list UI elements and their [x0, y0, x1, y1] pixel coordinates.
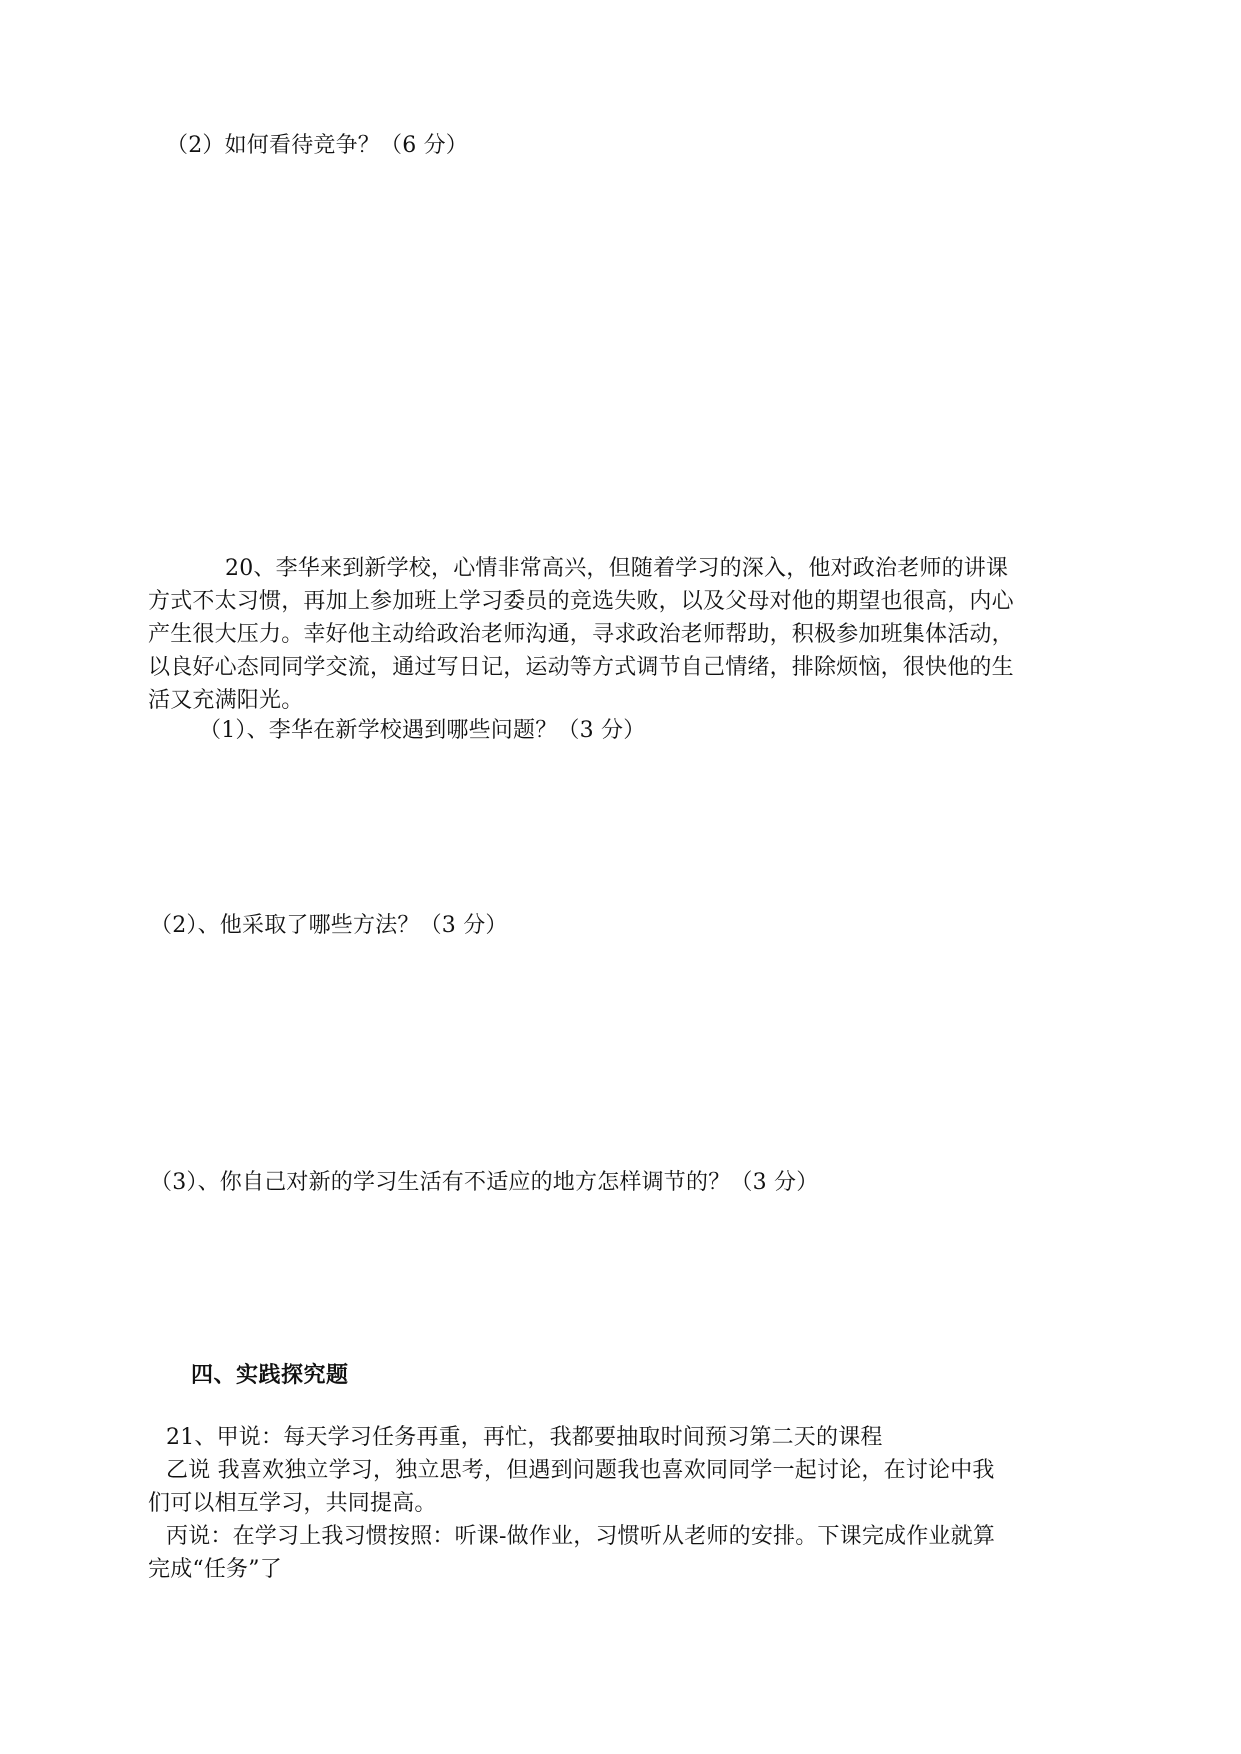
question-21-line-2: 乙说 我喜欢独立学习，独立思考，但遇到问题我也喜欢同同学一起讨论，在讨论中我 [166, 1458, 995, 1483]
question-20-subquestion-2: （2）、他采取了哪些方法？（3 分） [150, 913, 508, 938]
question-19-part-2: （2）如何看待竞争？（6 分） [166, 133, 468, 158]
question-20-line-5: 活又充满阳光。 [148, 688, 304, 713]
question-20-subquestion-3: （3）、你自己对新的学习生活有不适应的地方怎样调节的？（3 分） [150, 1170, 819, 1195]
question-20-line-1: 20、李华来到新学校，心情非常高兴，但随着学习的深入，他对政治老师的讲课 [225, 556, 1009, 581]
question-20-subquestion-1: （1）、李华在新学校遇到哪些问题？（3 分） [199, 718, 646, 743]
question-21-line-3: 们可以相互学习，共同提高。 [148, 1491, 437, 1516]
question-20-line-2: 方式不太习惯，再加上参加班上学习委员的竞选失败，以及父母对他的期望也很高，内心 [148, 589, 1014, 614]
question-20-line-4: 以良好心态同同学交流，通过写日记，运动等方式调节自己情绪，排除烦恼，很快他的生 [148, 655, 1014, 680]
question-21-line-1: 21、甲说：每天学习任务再重，再忙，我都要抽取时间预习第二天的课程 [166, 1425, 883, 1450]
section-4-heading: 四、实践探究题 [191, 1362, 349, 1388]
question-21-line-5: 完成“任务”了 [148, 1557, 282, 1582]
question-20-line-3: 产生很大压力。幸好他主动给政治老师沟通，寻求政治老师帮助，积极参加班集体活动， [148, 622, 1014, 647]
question-21-line-4: 丙说：在学习上我习惯按照：听课-做作业，习惯听从老师的安排。下课完成作业就算 [166, 1524, 996, 1549]
